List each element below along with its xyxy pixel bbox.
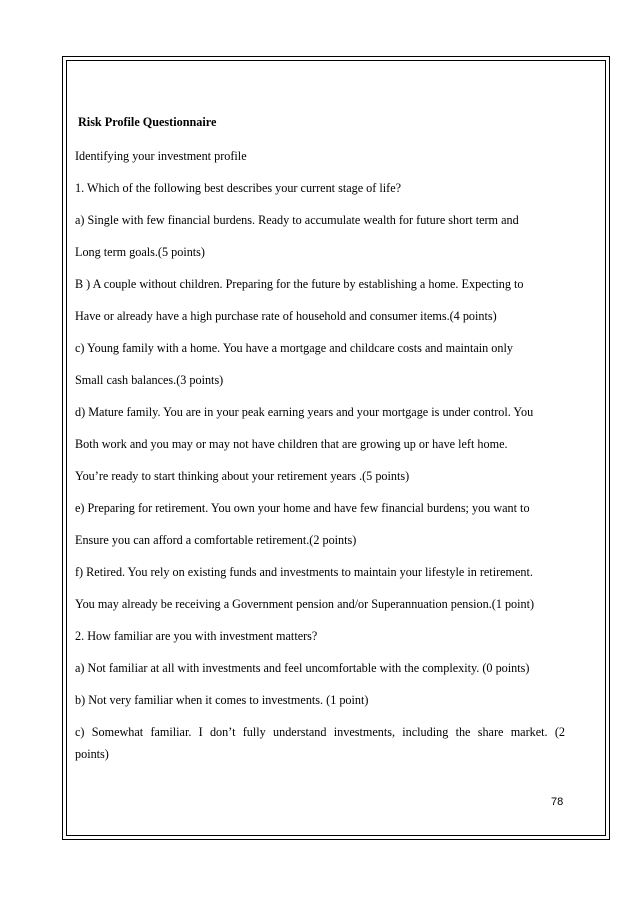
- question-1: 1. Which of the following best describes your current stage of life?: [75, 181, 402, 195]
- answer-line: Both work and you may or may not have children that are growing up or have left home.: [75, 437, 508, 451]
- answer-line: Ensure you can afford a comfortable retirement.(2 points): [75, 533, 357, 547]
- question-2: 2. How familiar are you with investment matters?: [75, 629, 318, 643]
- answer-line: c) Young family with a home. You have a mortgage and childcare costs and maintain only: [75, 341, 513, 355]
- answer-line: You’re ready to start thinking about your retirement years .(5 points): [75, 469, 410, 483]
- answer-line: b) Not very familiar when it comes to investments. (1 point): [75, 693, 369, 707]
- answer-line: d) Mature family. You are in your peak earning years and your mortgage is under control. You: [75, 405, 534, 419]
- answer-line: a) Single with few financial burdens. Ready to accumulate wealth for future short term and: [75, 213, 519, 227]
- answer-line: B ) A couple without children. Preparing for the future by establishing a home. Expecting to: [75, 277, 524, 291]
- answer-line: f) Retired. You rely on existing funds and investments to maintain your lifestyle in retirement.: [75, 565, 533, 579]
- answer-line: a) Not familiar at all with investments and feel uncomfortable with the complexity. (0 points): [75, 661, 530, 675]
- answer-line: Long term goals.(5 points): [75, 245, 205, 259]
- answer-line: points): [75, 747, 109, 761]
- document-title: Risk Profile Questionnaire: [78, 115, 217, 129]
- answer-line: c) Somewhat familiar. I don’t fully understand investments, including the share market. (2: [75, 725, 565, 739]
- document-subtitle: Identifying your investment profile: [75, 149, 247, 163]
- answer-line: You may already be receiving a Government pension and/or Superannuation pension.(1 point): [75, 597, 535, 611]
- answer-line: e) Preparing for retirement. You own your home and have few financial burdens; you want to: [75, 501, 530, 515]
- answer-line: Have or already have a high purchase rate of household and consumer items.(4 points): [75, 309, 497, 323]
- page-number: 78: [551, 796, 564, 808]
- answer-line: Small cash balances.(3 points): [75, 373, 224, 387]
